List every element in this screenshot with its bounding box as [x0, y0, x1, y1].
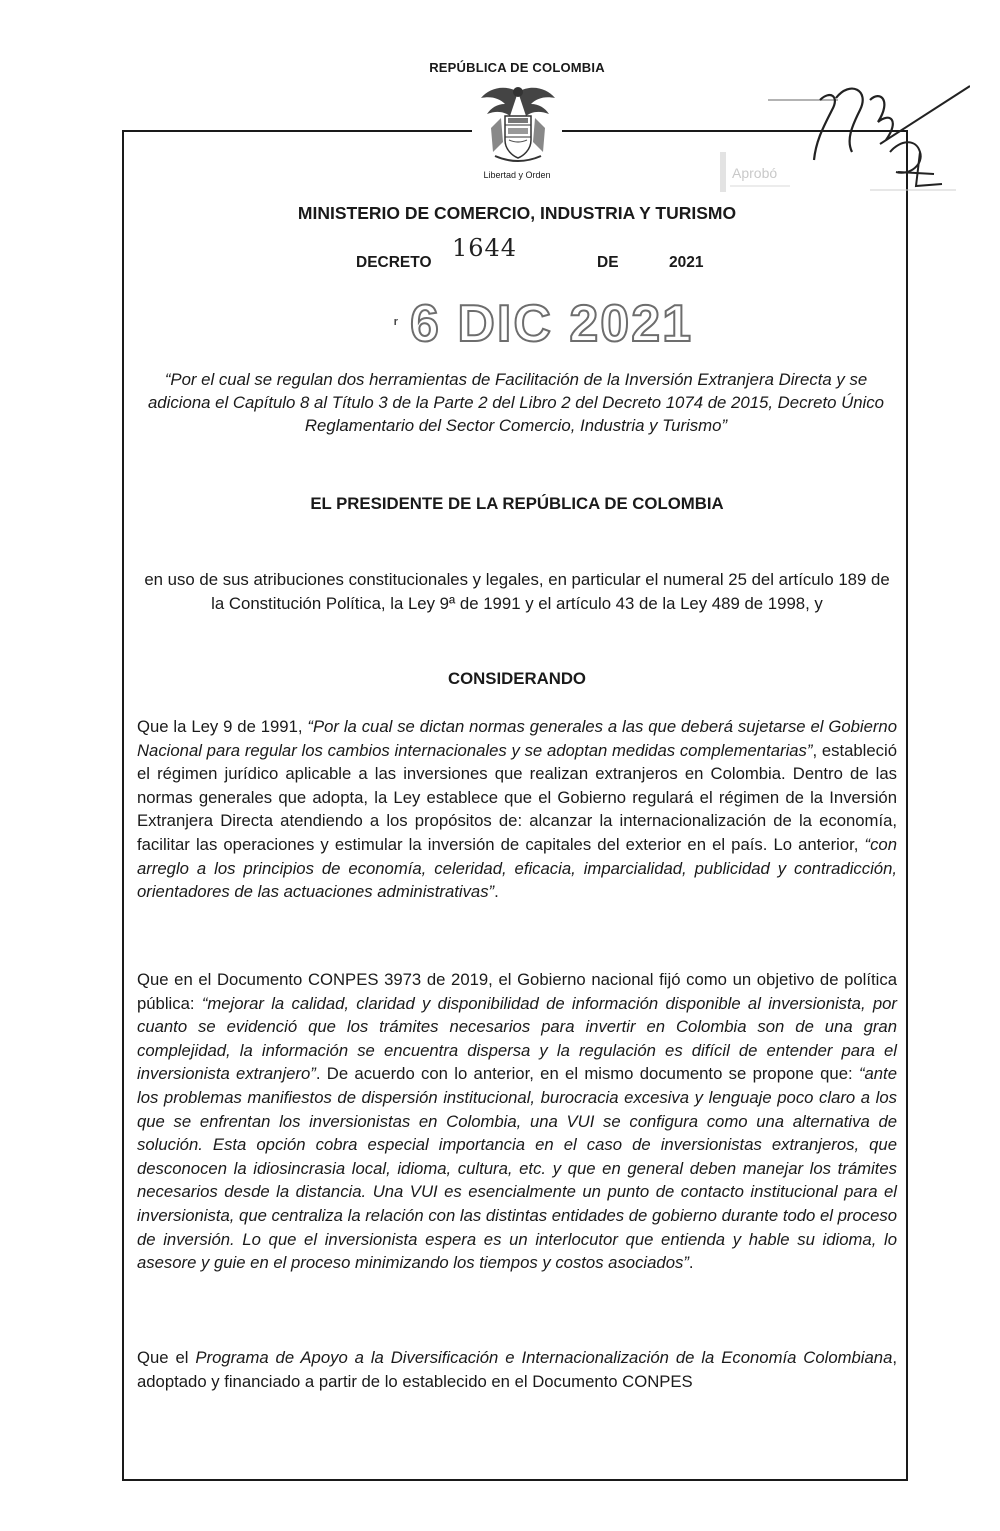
- coat-of-arms-icon: [475, 82, 561, 172]
- decree-label: DECRETO: [356, 254, 432, 271]
- principles-quote: “con arreglo a los principios de economía, celeridad, eficacia, imparcialidad, publicidad y contradicción, orientadores de las actuaciones administrativas”: [137, 834, 897, 902]
- decree-number: 1644: [452, 234, 518, 262]
- paragraph-text: .: [688, 1253, 694, 1273]
- approval-stamp-text: Aprobó: [732, 165, 778, 181]
- law-title-quote: “Por la cual se dictan normas generales a las que deberá sujetarse el Gobierno Nacional para regular los cambios internacionales y se adoptan medidas complementarias”: [137, 717, 897, 760]
- decree-de-label: DE: [597, 254, 619, 271]
- paragraph-text: . De acuerdo con lo anterior, en el mismo documento se propone que:: [315, 1064, 859, 1084]
- paragraph-text: , adoptado y financiado a partir de lo establecido en el Documento CONPES: [137, 1348, 897, 1391]
- paragraph-text: , estableció el régimen jurídico aplicable a las inversiones que realizan extranjeros en Colombia. Dentro de las normas generales que adopta, la Ley establece que el Gobierno regulará el régimen de la Inversión Extranjera Directa atendiendo a los propósitos de: alcanzar la internacionalización de la economía, facilitar las operaciones y estimular la inversión de capitales del exterior en el país. Lo anterior,: [137, 740, 897, 854]
- border-top-left: [122, 130, 472, 132]
- considerando-heading: CONSIDERANDO: [448, 669, 586, 688]
- program-name: Programa de Apoyo a la Diversificación e Internacionalización de la Economía Colombiana: [195, 1348, 893, 1367]
- paragraph-text: Que en el Documento CONPES 3973 de 2019, el Gobierno nacional fijó como un objetivo de política pública:: [137, 970, 897, 1013]
- approval-signature: [720, 40, 970, 210]
- date-stamp: 6 DIC 2021: [410, 295, 694, 353]
- considerando-paragraph-2: [137, 968, 897, 1275]
- paragraph-text: .: [494, 882, 499, 902]
- decree-year: 2021: [669, 254, 704, 271]
- considerando-paragraph-3: [137, 1346, 897, 1393]
- paragraph-text: Que el: [137, 1348, 196, 1367]
- stamp-mark: ʳ: [394, 316, 399, 333]
- vui-proposal-quote: “ante los problemas manifiestos de dispersión institucional, burocracia excesiva y lenguaje poco claro a los que se enfrentan los inversionistas en Colombia, una VUI se configura como una alternativa de solución. Esta opción cobra especial importancia en el caso de inversionistas extranjeros, que desconocen la idiosincrasia local, idioma, cultura, etc. y que en general deben manejar los trámites necesarios desde la distancia. Una VUI es esencialmente un punto de contacto institucional para el inversionista, que centraliza la relación con las distintas entidades de gobierno durante todo el proceso de inversión. Lo que el inversionista espera es un interlocutor que entienda y hable su idioma, lo asesore y guie en el proceso minimizando los tiempos y costos asociados”: [137, 1064, 897, 1273]
- conpes-objective-quote: “mejorar la calidad, claridad y disponibilidad de información disponible al inversionista, por cuanto se evidenció que los trámites necesarios para invertir en Colombia son de una gran complejidad, la información se encuentra dispersa y la regulación es difícil de entender para el inversionista extranjero”: [137, 993, 897, 1084]
- decree-title: “Por el cual se regulan dos herramientas de Facilitación de la Inversión Extranjera Directa y se adiciona el Capítulo 8 al Título 3 de la Parte 2 del Libro 2 del Decreto 1074 de 2015, Decreto Único Reglamentario del Sector Comercio, Industria y Turismo”: [147, 370, 885, 435]
- considerando-paragraph-1: [137, 715, 897, 904]
- powers-clause: en uso de sus atribuciones constitucionales y legales, en particular el numeral 25 del artículo 189 de la Constitución Política, la Ley 9ª de 1991 y el artículo 43 de la Ley 489 de 1998, y: [144, 570, 890, 613]
- paragraph-text: Que la Ley 9 de 1991,: [137, 717, 308, 736]
- national-motto: Libertad y Orden: [483, 170, 551, 180]
- president-heading: EL PRESIDENTE DE LA REPÚBLICA DE COLOMBIA: [310, 494, 724, 513]
- republic-heading: REPÚBLICA DE COLOMBIA: [429, 60, 605, 75]
- ministry-heading: MINISTERIO DE COMERCIO, INDUSTRIA Y TURISMO: [297, 203, 737, 223]
